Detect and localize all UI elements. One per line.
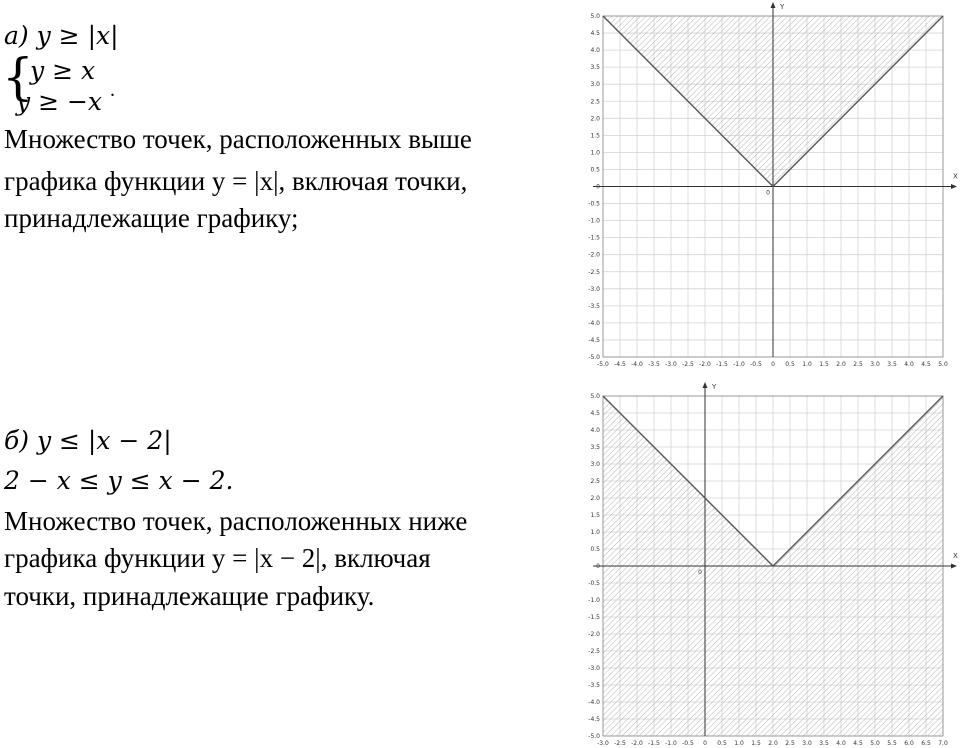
x-tick-label: -2.0 [699, 361, 711, 368]
part-a-system-line-2: y ≥ −x [16, 87, 103, 116]
part-a-para-line-2: графика функции y = |x|, включая точки, [4, 166, 468, 196]
chart-2 [588, 382, 958, 747]
x-tick-label: 3.5 [819, 740, 829, 747]
x-tick-label: -1.0 [665, 740, 677, 747]
y-tick-label: 4.5 [590, 410, 600, 417]
x-tick-label: -2.5 [682, 361, 694, 368]
part-a-header-text: а) y ≥ |x| [4, 21, 119, 50]
y-tick-label: -4.0 [588, 319, 600, 327]
y-tick-label: -3.5 [588, 682, 600, 689]
x-axis-arrow-icon [951, 564, 957, 569]
x-tick-label: 2.5 [785, 740, 795, 747]
y-tick-label: 1.0 [590, 529, 600, 536]
x-tick-label: 0 [771, 361, 775, 368]
part-a-para-line-1: Множество точек, расположенных выше [4, 124, 472, 154]
x-tick-label: -0.5 [750, 361, 762, 368]
x-tick-label: 4.0 [904, 361, 914, 368]
x-tick-label: 5.0 [938, 361, 948, 368]
y-tick-label: 2.0 [590, 495, 600, 502]
part-b-para-line-2: графика функции y = |x − 2|, включая [4, 543, 431, 573]
x-tick-label: 6.5 [921, 740, 931, 747]
y-tick-label: -2.5 [588, 268, 600, 276]
y-tick-label: 2.5 [590, 98, 600, 106]
origin-label: 0 [698, 569, 702, 576]
x-axis-label: X [953, 172, 958, 181]
part-b-line-2: 2 − x ≤ y ≤ x − 2. [4, 466, 234, 495]
part-a-para-line-3: принадлежащие графику; [4, 203, 299, 233]
y-tick-label: -0.5 [588, 200, 600, 208]
y-tick-label: 0 [596, 563, 600, 570]
x-tick-label: 3.0 [802, 740, 812, 747]
x-tick-label: -1.5 [648, 740, 660, 747]
y-tick-label: 3.5 [590, 64, 600, 72]
y-tick-label: -1.5 [588, 614, 600, 621]
y-tick-label: -4.0 [588, 699, 600, 706]
x-tick-label: 6.0 [904, 740, 914, 747]
y-tick-label: 5.0 [590, 393, 600, 400]
y-tick-label: 1.5 [590, 132, 600, 140]
system-brace-icon: { [2, 48, 34, 106]
x-tick-label: 0.5 [785, 361, 795, 368]
y-axis-arrow-icon [771, 2, 776, 8]
y-tick-label: 4.5 [590, 30, 600, 38]
y-tick-label: -4.5 [588, 716, 600, 723]
y-tick-label: -2.0 [588, 251, 600, 259]
y-tick-label: 0.5 [590, 166, 600, 174]
y-axis-label: Y [712, 383, 717, 391]
x-tick-label: 4.5 [853, 740, 863, 747]
y-tick-label: 3.0 [590, 81, 600, 89]
x-tick-label: 5.0 [870, 740, 880, 747]
x-tick-label: 3.5 [887, 361, 897, 368]
x-tick-label: 2.5 [853, 361, 863, 368]
y-tick-label: 1.5 [590, 512, 600, 519]
y-tick-label: -2.0 [588, 631, 600, 638]
y-axis-label: Y [780, 3, 785, 11]
y-tick-label: 2.5 [590, 478, 600, 485]
y-tick-label: 3.0 [590, 461, 600, 468]
x-tick-label: 1.0 [734, 740, 744, 747]
y-tick-label: -4.5 [588, 336, 600, 344]
y-tick-label: -1.0 [588, 217, 600, 225]
x-tick-label: -5.0 [597, 361, 609, 368]
x-tick-label: -3.0 [597, 740, 609, 747]
y-tick-label: -1.0 [588, 597, 600, 604]
y-tick-label: 4.0 [590, 427, 600, 434]
x-tick-label: 4.5 [921, 361, 931, 368]
y-tick-label: 0.5 [590, 546, 600, 553]
x-tick-label: 3.0 [870, 361, 880, 368]
x-tick-label: 5.5 [887, 740, 897, 747]
x-tick-label: 1.5 [751, 740, 761, 747]
y-tick-label: -3.5 [588, 302, 600, 310]
y-tick-label: -2.5 [588, 648, 600, 655]
x-tick-label: -2.5 [614, 740, 626, 747]
y-tick-label: -5.0 [588, 733, 600, 740]
x-tick-label: 2.0 [836, 361, 846, 368]
y-tick-label: -5.0 [588, 354, 600, 361]
y-tick-label: 2.0 [590, 115, 600, 123]
y-tick-label: 5.0 [590, 13, 600, 20]
part-b-para-line-1: Множество точек, расположенных ниже [4, 506, 468, 536]
x-tick-label: -1.5 [716, 361, 728, 368]
y-tick-label: 4.0 [590, 47, 600, 55]
x-axis-label: X [953, 552, 958, 560]
x-tick-label: 2.0 [768, 740, 778, 747]
x-tick-label: 4.0 [836, 740, 846, 747]
x-tick-label: -3.5 [648, 361, 660, 368]
x-tick-label: 0.5 [717, 740, 727, 747]
x-tick-label: 0 [703, 740, 707, 747]
part-b-header: б) y ≤ |x − 2| [4, 426, 172, 455]
y-tick-label: 3.5 [590, 444, 600, 451]
x-tick-label: 7.0 [938, 740, 948, 747]
chart-1 [588, 2, 958, 368]
x-tick-label: -3.0 [665, 361, 677, 368]
part-a-system-line-1: y ≥ x [30, 56, 96, 85]
y-tick-label: 1.0 [590, 149, 600, 157]
y-tick-label: -0.5 [588, 580, 600, 587]
part-b-para-line-3: точки, принадлежащие графику. [4, 581, 375, 611]
x-tick-label: -1.0 [733, 361, 745, 368]
x-tick-label: 1.5 [819, 361, 829, 368]
x-tick-label: -0.5 [682, 740, 694, 747]
y-axis-arrow-icon [703, 382, 708, 388]
part-a-system-dot: . [110, 79, 115, 101]
y-tick-label: 0 [596, 183, 600, 191]
x-tick-label: -4.5 [614, 361, 626, 368]
y-tick-label: -3.0 [588, 665, 600, 672]
x-tick-label: -4.0 [631, 361, 643, 368]
x-tick-label: 1.0 [802, 361, 812, 368]
x-axis-arrow-icon [951, 184, 957, 189]
y-tick-label: -3.0 [588, 285, 600, 293]
x-tick-label: -2.0 [631, 740, 643, 747]
origin-label: 0 [766, 189, 770, 197]
y-tick-label: -1.5 [588, 234, 600, 242]
